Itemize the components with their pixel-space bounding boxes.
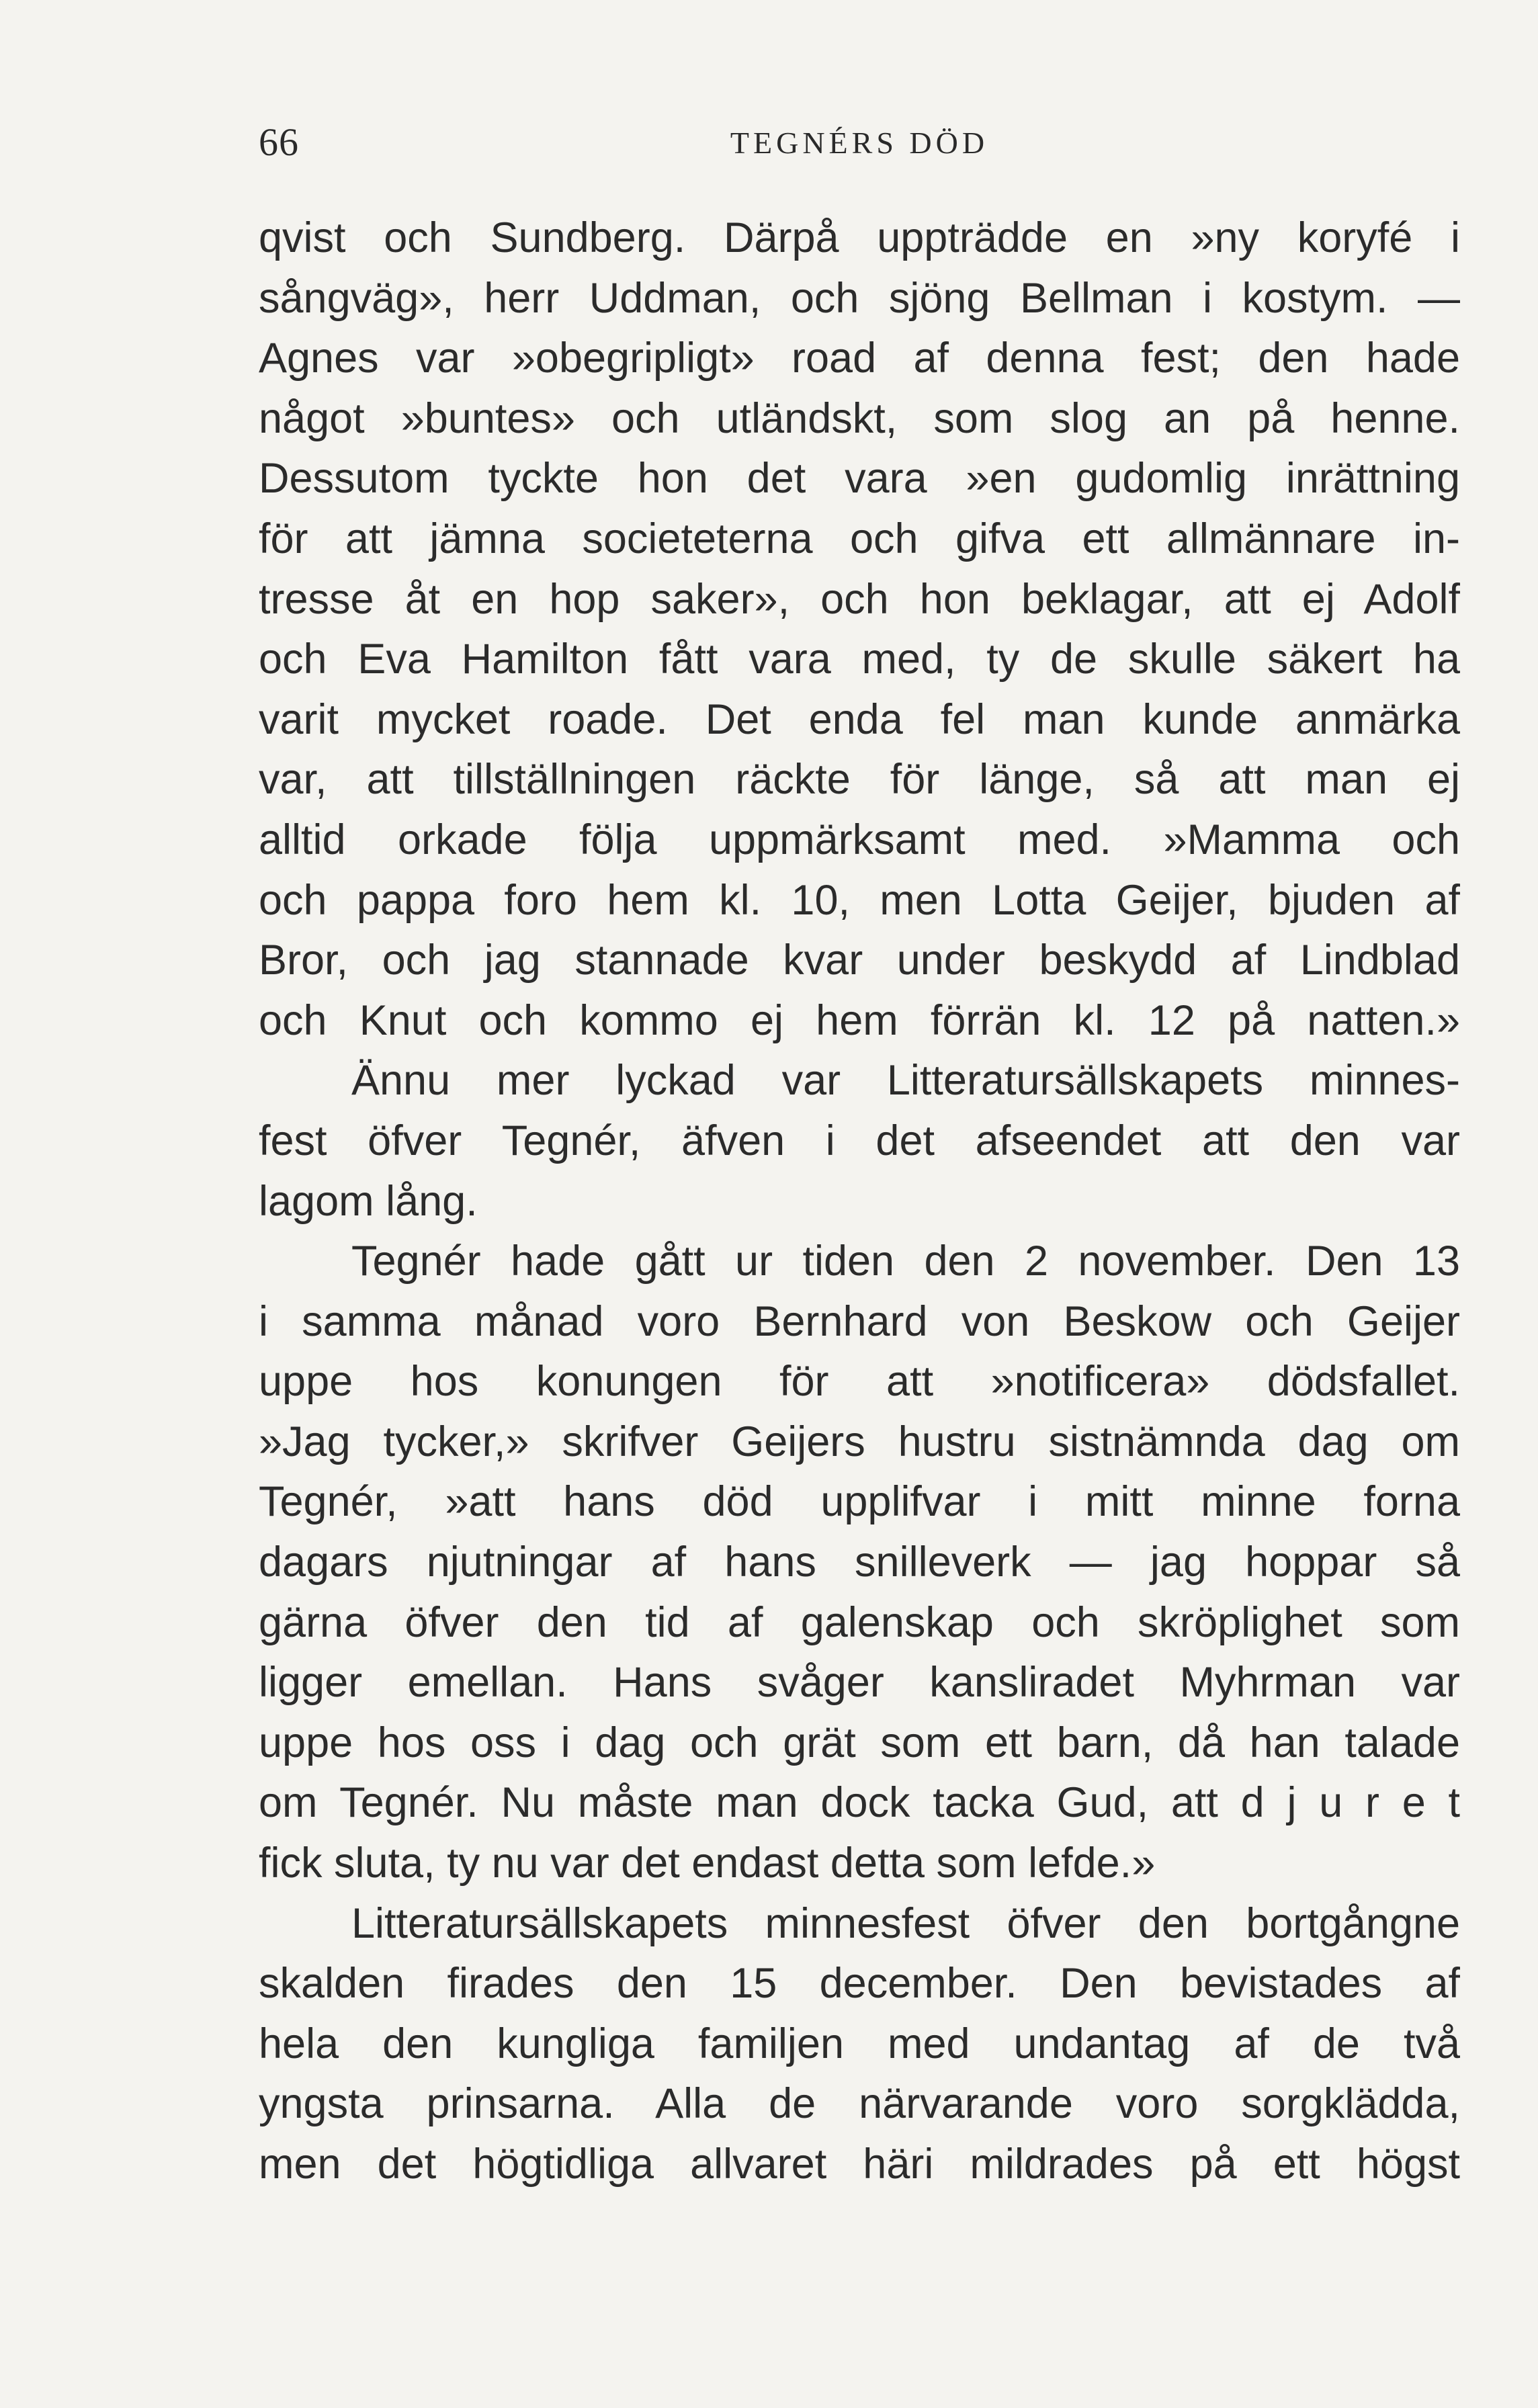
text-line: dagars njutningar af hans snilleverk — jag hoppar så (259, 1539, 1460, 1586)
text-line: och Knut och kommo ej hem förrän kl. 12 på natten.» (259, 996, 1460, 1044)
text-line: uppe hos oss i dag och grät som ett barn, då han talade (259, 1719, 1460, 1766)
text-line: och Eva Hamilton fått vara med, ty de skulle säkert ha (259, 636, 1460, 683)
text-line: i samma månad voro Bernhard von Beskow och Geijer (259, 1297, 1460, 1345)
text-line: qvist och Sundberg. Därpå uppträdde en »ny koryfé i (259, 214, 1460, 261)
text-line: skalden firades den 15 december. Den bevistades af (259, 1960, 1460, 2008)
page-header (259, 120, 1460, 173)
text-line: för att jämna societeterna och gifva ett allmännare in- (259, 515, 1460, 562)
text-line: Tegnér, »att hans död upplifvar i mitt minne forna (259, 1478, 1460, 1526)
text-line: gärna öfver den tid af galenskap och skröplighet som (259, 1598, 1460, 1646)
text-line: något »buntes» och utländskt, som slog an på henne. (259, 394, 1460, 442)
text-line: Tegnér hade gått ur tiden den 2 november. Den 13 (351, 1238, 1460, 1285)
page-number: 66 (259, 120, 299, 164)
text-line: och pappa foro hem kl. 10, men Lotta Geijer, bjuden af (259, 876, 1460, 924)
text-line: Ännu mer lyckad var Litteratursällskapets minnes- (351, 1057, 1460, 1105)
text-line: Litteratursällskapets minnesfest öfver den bortgångne (351, 1899, 1460, 1947)
text-line: var, att tillställningen räckte för länge, så att man ej (259, 756, 1460, 804)
text-line: lagom lång. (259, 1177, 478, 1225)
text-line: varit mycket roade. Det enda fel man kunde anmärka (259, 695, 1460, 743)
text-line: ligger emellan. Hans svåger kansliradet Myhrman var (259, 1659, 1460, 1707)
text-line: alltid orkade följa uppmärksamt med. »Mamma och (259, 816, 1460, 863)
text-line: Bror, och jag stannade kvar under beskydd af Lindblad (259, 937, 1460, 984)
text-line: men det högtidliga allvaret häri mildrades på ett högst (259, 2141, 1460, 2188)
text-line: fest öfver Tegnér, äfven i det afseendet att den var (259, 1117, 1460, 1164)
running-title: TEGNÉRS DÖD (730, 126, 989, 160)
text-line: tresse åt en hop saker», och hon beklagar, att ej Adolf (259, 575, 1460, 623)
text-line: uppe hos konungen för att »notificera» dödsfallet. (259, 1358, 1460, 1406)
text-line: hela den kungliga familjen med undantag af de två (259, 2020, 1460, 2067)
body-text (259, 208, 1460, 2195)
text-line: »Jag tycker,» skrifver Geijers hustru sistnämnda dag om (259, 1418, 1460, 1465)
text-line: fick sluta, ty nu var det endast detta som lefde.» (259, 1840, 1156, 1887)
text-line: sångväg», herr Uddman, och sjöng Bellman i kostym. — (259, 274, 1460, 322)
text-line: Dessutom tyckte hon det vara »en gudomlig inrättning (259, 455, 1460, 503)
text-line: om Tegnér. Nu måste man dock tacka Gud, att d j u r e t (259, 1779, 1460, 1827)
text-line: Agnes var »obegripligt» road af denna fest; den hade (259, 335, 1460, 382)
text-line: yngsta prinsarna. Alla de närvarande voro sorgklädda, (259, 2080, 1460, 2128)
